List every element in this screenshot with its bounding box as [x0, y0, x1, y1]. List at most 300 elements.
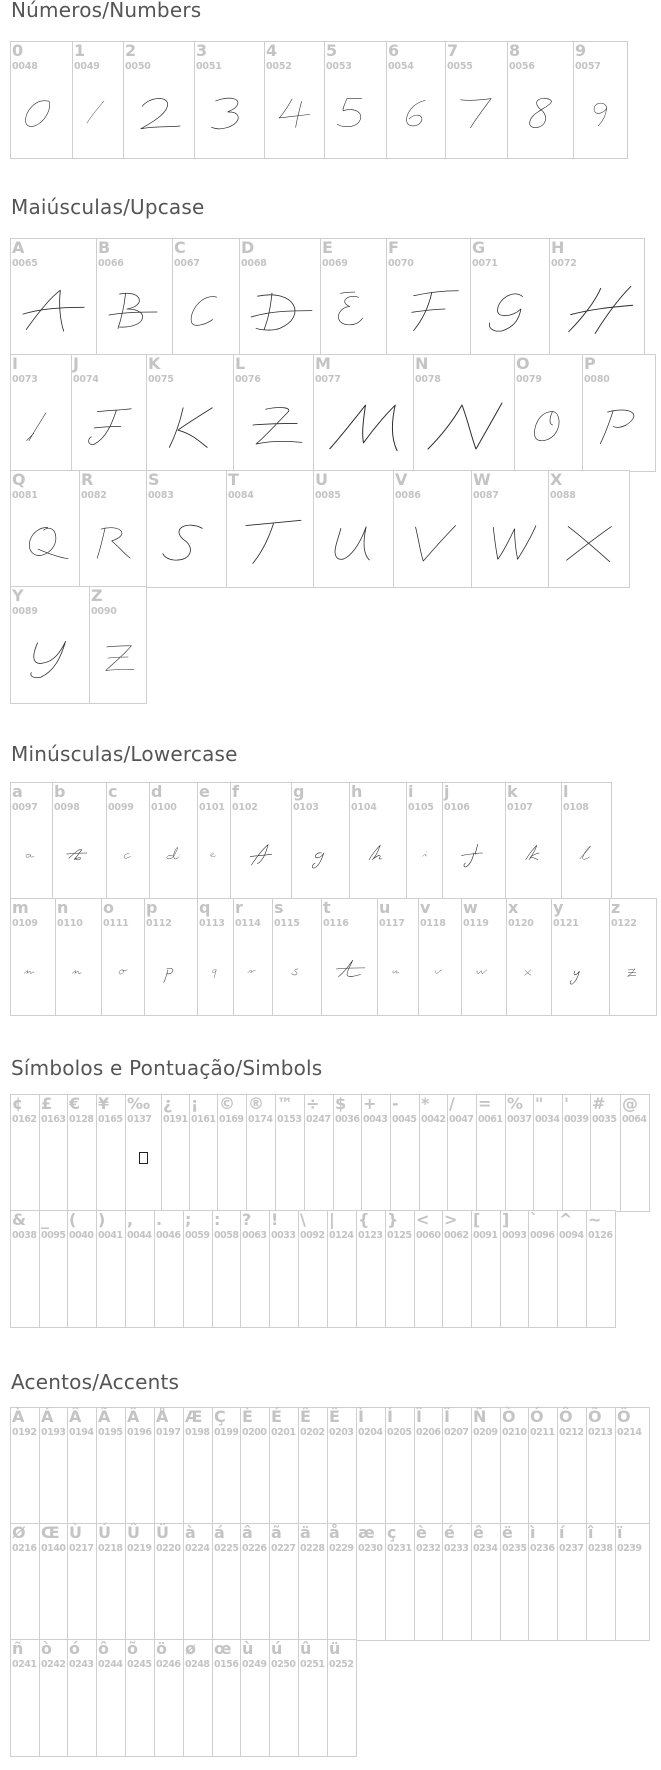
glyph-code-label: 0046: [156, 1230, 181, 1241]
glyph-cell: [471, 1210, 501, 1328]
glyph-char-label: j: [444, 782, 450, 801]
glyph-char-label: ã: [271, 1523, 282, 1542]
glyph-cell: [10, 1523, 40, 1641]
glyph-cell: [10, 898, 56, 1016]
glyph-cell: [500, 1210, 529, 1328]
glyph-cell: [197, 782, 231, 900]
glyph-code-label: 0107: [507, 802, 533, 813]
glyph-code-label: 0191: [163, 1114, 188, 1125]
glyph-char-label: <: [416, 1210, 430, 1229]
glyph-char-label: Î: [416, 1407, 422, 1426]
glyph-cell: [548, 470, 630, 588]
glyph-char-label: 7: [447, 41, 459, 60]
glyph-code-label: 0225: [214, 1543, 239, 1554]
glyph-code-label: 0097: [12, 802, 38, 813]
glyph-code-label: 0230: [358, 1543, 383, 1554]
glyph-code-label: 0205: [387, 1427, 412, 1438]
glyph-stroke: [412, 291, 458, 331]
glyph-cell: [246, 1094, 276, 1212]
script-glyph-drawing: [407, 813, 442, 893]
glyph-code-label: 0052: [266, 61, 292, 72]
glyph-char-label: T: [228, 470, 239, 489]
glyph-cell: [125, 1523, 155, 1641]
glyph-code-label: 0039: [564, 1114, 589, 1125]
glyph-cell: [264, 41, 325, 159]
glyph-code-label: 0059: [185, 1230, 210, 1241]
glyph-code-label: 0117: [379, 918, 405, 929]
glyph-code-label: 0234: [473, 1543, 498, 1554]
glyph-char-label: ™: [277, 1094, 293, 1113]
glyph-cell: [183, 1210, 213, 1328]
glyph-char-label: @: [622, 1094, 638, 1113]
glyph-cell: [10, 354, 72, 472]
glyph-code-label: 0202: [300, 1427, 325, 1438]
glyph-code-label: 0239: [617, 1543, 642, 1554]
glyph-code-label: 0036: [335, 1114, 360, 1125]
glyph-cell: [272, 898, 322, 1016]
glyph-char-label: ú: [271, 1639, 283, 1658]
glyph-char-label: å: [329, 1523, 340, 1542]
glyph-char-label: A: [12, 238, 25, 257]
glyph-cell: [240, 1407, 270, 1525]
glyph-char-label: R: [81, 470, 94, 489]
glyph-char-label: f: [232, 782, 239, 801]
glyph-cell: [442, 1210, 472, 1328]
script-glyph-drawing: [198, 813, 230, 893]
glyph-cell: [586, 1523, 616, 1641]
section-title-symbols: Símbolos e Pontuação/Simbols: [11, 1056, 323, 1080]
glyph-char-label: ?: [242, 1210, 252, 1229]
glyph-code-label: 0200: [242, 1427, 267, 1438]
glyph-stroke: [369, 845, 381, 860]
glyph-char-label: S: [148, 470, 160, 489]
script-glyph-drawing: [11, 617, 89, 697]
glyph-cell: [67, 1210, 97, 1328]
glyph-char-label: Q: [12, 470, 26, 489]
glyph-char-label: g: [293, 782, 305, 801]
glyph-cell: [146, 470, 227, 588]
glyph-code-label: 0074: [73, 374, 99, 385]
glyph-stroke: [211, 853, 216, 857]
glyph-stroke: [26, 101, 50, 127]
glyph-code-label: 0165: [98, 1114, 123, 1125]
script-glyph-drawing: [145, 929, 197, 1009]
script-glyph-drawing: [508, 72, 573, 152]
glyph-stroke: [461, 99, 492, 128]
glyph-code-label: 0061: [478, 1114, 503, 1125]
glyph-char-label: b: [54, 782, 66, 801]
glyph-code-label: 0140: [41, 1543, 66, 1554]
glyph-char-label: É: [271, 1407, 282, 1426]
glyph-cell: [333, 1094, 362, 1212]
glyph-cell: [39, 1094, 68, 1212]
glyph-char-label: F: [388, 238, 399, 257]
glyph-cell: [10, 782, 53, 900]
missing-glyph-box: [139, 1152, 148, 1164]
glyph-char-label: Ì: [358, 1407, 364, 1426]
glyph-cell: [298, 1407, 328, 1525]
glyph-cell: [327, 1407, 357, 1525]
script-glyph-drawing: [11, 929, 55, 1009]
script-glyph-drawing: [507, 929, 551, 1009]
glyph-char-label: =: [478, 1094, 492, 1113]
glyph-code-label: 0113: [199, 918, 225, 929]
glyph-cell: [239, 238, 321, 356]
glyph-cell: [10, 1407, 40, 1525]
glyph-cell: [154, 1407, 184, 1525]
glyph-stroke: [26, 854, 34, 857]
glyph-code-label: 0064: [622, 1114, 647, 1125]
glyph-char-label: P: [584, 354, 596, 373]
glyph-char-label: -: [392, 1094, 399, 1113]
glyph-code-label: 0229: [329, 1543, 354, 1554]
glyph-cell: [96, 1210, 126, 1328]
script-glyph-drawing: [198, 929, 233, 1009]
glyph-char-label: 5: [326, 41, 338, 60]
glyph-stroke: [580, 846, 591, 859]
glyph-code-label: 0108: [563, 802, 589, 813]
glyph-stroke: [27, 413, 46, 441]
glyph-code-label: 0174: [248, 1114, 273, 1125]
glyph-code-label: 0084: [228, 490, 254, 501]
glyph-code-label: 0128: [69, 1114, 94, 1125]
glyph-code-label: 0238: [588, 1543, 613, 1554]
glyph-code-label: 0162: [12, 1114, 37, 1125]
script-glyph-drawing: [325, 72, 386, 152]
script-glyph-drawing: [292, 813, 349, 893]
glyph-cell: [125, 1407, 155, 1525]
glyph-char-label: B: [98, 238, 111, 257]
glyph-char-label: Ä: [127, 1407, 140, 1426]
glyph-cell: [71, 354, 147, 472]
glyph-code-label: 0212: [559, 1427, 584, 1438]
glyph-char-label: [: [473, 1210, 481, 1229]
glyph-cell: [240, 1210, 270, 1328]
glyph-cell: [149, 782, 198, 900]
glyph-code-label: 0235: [502, 1543, 527, 1554]
glyph-cell: [67, 1523, 97, 1641]
glyph-code-label: 0063: [242, 1230, 267, 1241]
glyph-cell: [506, 898, 552, 1016]
glyph-char-label: E: [322, 238, 333, 257]
glyph-stroke: [312, 853, 324, 868]
glyph-cell: [226, 470, 314, 588]
script-glyph-drawing: [90, 617, 146, 697]
accents-row: [0, 1639, 661, 1757]
glyph-stroke: [493, 526, 536, 559]
glyph-cell: [123, 41, 195, 159]
glyph-code-label: 0114: [235, 918, 261, 929]
glyph-cell: [615, 1523, 650, 1641]
script-glyph-drawing: [552, 929, 609, 1009]
glyph-char-label: d: [151, 782, 163, 801]
glyph-stroke: [119, 970, 127, 974]
glyph-stroke: [248, 971, 256, 973]
glyph-cell: [414, 1523, 443, 1641]
script-glyph-drawing: [231, 813, 291, 893]
glyph-char-label: i: [408, 782, 414, 801]
glyph-char-label: $: [335, 1094, 347, 1113]
glyph-code-label: 0096: [530, 1230, 555, 1241]
glyph-cell: [233, 898, 273, 1016]
glyph-stroke: [141, 99, 180, 129]
lowercase-row: [0, 898, 661, 1016]
glyph-code-label: 0118: [420, 918, 446, 929]
glyph-char-label: Å: [156, 1407, 169, 1426]
glyph-char-label: È: [242, 1407, 253, 1426]
glyph-char-label: p: [146, 898, 158, 917]
glyph-code-label: 0119: [463, 918, 489, 929]
script-glyph-drawing: [419, 929, 461, 1009]
glyph-code-label: 0193: [41, 1427, 66, 1438]
glyph-cell: [361, 1094, 391, 1212]
glyph-cell: [528, 1210, 558, 1328]
glyph-char-label: M: [315, 354, 331, 373]
glyph-code-label: 0098: [54, 802, 80, 813]
glyph-cell: [67, 1094, 97, 1212]
glyph-stroke: [393, 971, 399, 973]
glyph-char-label: Œ: [41, 1523, 60, 1542]
glyph-code-label: 0112: [146, 918, 172, 929]
glyph-char-label: Z: [91, 586, 103, 605]
glyph-code-label: 0101: [199, 802, 225, 813]
glyph-cell: [582, 354, 656, 472]
glyph-stroke: [29, 527, 68, 558]
glyph-char-label: ù: [242, 1639, 254, 1658]
glyph-code-label: 0033: [271, 1230, 296, 1241]
glyph-char-label: ©: [219, 1094, 235, 1113]
glyph-code-label: 0248: [185, 1659, 210, 1670]
glyph-code-label: 0080: [584, 374, 610, 385]
glyph-stroke: [416, 526, 456, 561]
glyph-code-label: 0081: [12, 490, 38, 501]
glyph-char-label: û: [300, 1639, 312, 1658]
glyph-stroke: [477, 970, 487, 974]
glyph-char-label: ): [98, 1210, 106, 1229]
glyph-code-label: 0066: [98, 258, 124, 269]
glyph-char-label: Ï: [444, 1407, 450, 1426]
glyph-code-label: 0120: [508, 918, 534, 929]
glyph-code-label: 0241: [12, 1659, 37, 1670]
glyph-char-label: Ç: [214, 1407, 226, 1426]
glyph-char-label: 8: [509, 41, 521, 60]
glyph-char-label: Í: [387, 1407, 393, 1426]
glyph-code-label: 0246: [156, 1659, 181, 1670]
glyph-stroke: [31, 641, 66, 677]
glyph-char-label: k: [507, 782, 518, 801]
glyph-stroke: [67, 849, 87, 859]
glyph-code-label: 0195: [98, 1427, 123, 1438]
glyph-code-label: 0037: [507, 1114, 532, 1125]
glyph-char-label: ]: [502, 1210, 510, 1229]
glyph-char-label: _: [41, 1210, 49, 1229]
glyph-code-label: 0076: [235, 374, 261, 385]
glyph-cell: [377, 898, 419, 1016]
glyph-stroke: [191, 297, 216, 326]
glyph-cell: [106, 782, 150, 900]
glyph-code-label: 0099: [108, 802, 134, 813]
glyph-char-label: ¥: [98, 1094, 110, 1113]
glyph-char-label: r: [235, 898, 243, 917]
glyph-code-label: 0209: [473, 1427, 498, 1438]
glyph-code-label: 0224: [185, 1543, 210, 1554]
glyph-code-label: 0048: [12, 61, 38, 72]
glyph-code-label: 0102: [232, 802, 258, 813]
glyph-char-label: Û: [127, 1523, 140, 1542]
glyph-char-label: ö: [156, 1639, 167, 1658]
glyph-code-label: 0086: [395, 490, 421, 501]
glyph-code-label: 0067: [174, 258, 200, 269]
glyph-stroke: [292, 969, 298, 975]
glyph-char-label: ~: [588, 1210, 602, 1229]
glyph-code-label: 0077: [315, 374, 341, 385]
glyph-char-label: N: [415, 354, 429, 373]
glyph-char-label: ,: [127, 1210, 134, 1229]
glyph-char-label: |: [329, 1210, 335, 1229]
glyph-cell: [269, 1639, 299, 1757]
glyph-cell: [72, 41, 124, 159]
glyph-cell: [313, 354, 414, 472]
glyph-char-label: U: [315, 470, 328, 489]
glyph-stroke: [24, 971, 34, 974]
glyph-char-label: Á: [41, 1407, 54, 1426]
glyph-code-label: 0035: [592, 1114, 617, 1125]
glyph-cell: [146, 354, 234, 472]
glyph-code-label: 0104: [351, 802, 377, 813]
glyph-char-label: s: [274, 898, 284, 917]
script-glyph-drawing: [227, 501, 313, 581]
glyph-stroke: [530, 98, 552, 127]
glyph-stroke: [428, 403, 502, 449]
glyph-code-label: 0087: [473, 490, 499, 501]
glyph-stroke: [250, 845, 272, 865]
glyph-char-label: V: [395, 470, 408, 489]
glyph-cell: [79, 470, 147, 588]
section-title-accents: Acentos/Accents: [11, 1370, 180, 1394]
script-glyph-drawing: [73, 72, 123, 152]
glyph-cell: [390, 1094, 420, 1212]
glyph-code-label: 0250: [271, 1659, 296, 1670]
script-glyph-drawing: [173, 269, 239, 349]
glyph-code-label: 0106: [444, 802, 470, 813]
glyph-char-label: Õ: [588, 1407, 602, 1426]
glyph-char-label: €: [69, 1094, 81, 1113]
script-glyph-drawing: [11, 501, 79, 581]
glyph-code-label: 0207: [444, 1427, 469, 1438]
glyph-code-label: 0041: [98, 1230, 123, 1241]
glyph-char-label: Ù: [69, 1523, 82, 1542]
glyph-cell: [67, 1407, 97, 1525]
glyph-cell: [291, 782, 350, 900]
glyph-stroke: [212, 98, 239, 129]
glyph-char-label: £: [41, 1094, 53, 1113]
glyph-code-label: 0053: [326, 61, 352, 72]
glyph-stroke: [124, 854, 130, 859]
glyph-char-label: }: [387, 1210, 399, 1229]
glyph-cell: [470, 238, 550, 356]
glyph-code-label: 0153: [277, 1114, 302, 1125]
glyph-cell: [514, 354, 583, 472]
glyph-char-label: c: [108, 782, 118, 801]
glyph-cell: [154, 1523, 184, 1641]
glyph-char-label: t: [323, 898, 331, 917]
script-glyph-drawing: [72, 385, 146, 465]
glyph-cell: [67, 1639, 97, 1757]
glyph-char-label: î: [588, 1523, 594, 1542]
glyph-code-label: 0242: [41, 1659, 66, 1670]
glyph-code-label: 0198: [185, 1427, 210, 1438]
glyph-char-label: Ã: [98, 1407, 111, 1426]
glyph-char-label: +: [363, 1094, 377, 1113]
glyph-char-label: X: [550, 470, 563, 489]
glyph-char-label: z: [611, 898, 621, 917]
glyph-cell: [385, 1407, 415, 1525]
glyph-cell: [298, 1639, 328, 1757]
glyph-char-label: ¢: [12, 1094, 24, 1113]
glyph-code-label: 0213: [588, 1427, 613, 1438]
script-glyph-drawing: [102, 929, 144, 1009]
glyph-code-label: 0060: [416, 1230, 441, 1241]
glyph-char-label: n: [57, 898, 69, 917]
glyph-char-label: Æ: [185, 1407, 203, 1426]
glyph-stroke: [109, 293, 157, 328]
glyph-char-label: G: [472, 238, 486, 257]
glyph-code-label: 0042: [421, 1114, 446, 1125]
glyph-cell: [471, 1407, 501, 1525]
glyph-code-label: 0251: [300, 1659, 325, 1670]
glyph-code-label: 0079: [516, 374, 542, 385]
glyph-cell: [505, 1094, 534, 1212]
script-glyph-drawing: [147, 385, 233, 465]
glyph-char-label: u: [379, 898, 391, 917]
glyph-char-label: .: [156, 1210, 163, 1229]
glyph-stroke: [97, 528, 130, 558]
script-glyph-drawing: [314, 501, 393, 581]
glyph-stroke: [164, 968, 173, 982]
glyph-code-label: 0090: [91, 606, 117, 617]
glyph-code-label: 0116: [323, 918, 349, 929]
script-glyph-drawing: [80, 501, 146, 581]
glyph-code-label: 0092: [300, 1230, 325, 1241]
glyph-code-label: 0103: [293, 802, 319, 813]
glyph-code-label: 0169: [219, 1114, 244, 1125]
glyph-code-label: 0054: [388, 61, 414, 72]
glyph-cell: [385, 1210, 415, 1328]
glyph-cell: [269, 1523, 299, 1641]
glyph-cell: [161, 1094, 190, 1212]
glyph-char-label: 2: [125, 41, 137, 60]
glyph-stroke: [594, 103, 607, 126]
glyph-code-label: 0045: [392, 1114, 417, 1125]
glyph-cell: [298, 1210, 328, 1328]
glyph-cell: [240, 1523, 270, 1641]
glyph-char-label: Y: [12, 586, 24, 605]
glyph-char-label: C: [174, 238, 186, 257]
glyph-cell: [313, 470, 394, 588]
glyph-char-label: ä: [300, 1523, 311, 1542]
glyph-char-label: Ñ: [473, 1407, 487, 1426]
glyph-cell: [10, 238, 97, 356]
script-glyph-drawing: [240, 269, 320, 349]
glyph-char-label: 6: [388, 41, 400, 60]
script-glyph-drawing: [107, 813, 149, 893]
glyph-stroke: [163, 525, 203, 560]
glyph-code-label: 0095: [41, 1230, 66, 1241]
glyph-cell: [586, 1407, 616, 1525]
glyph-char-label: a: [12, 782, 23, 801]
glyph-cell: [386, 238, 471, 356]
glyph-cell: [183, 1523, 213, 1641]
